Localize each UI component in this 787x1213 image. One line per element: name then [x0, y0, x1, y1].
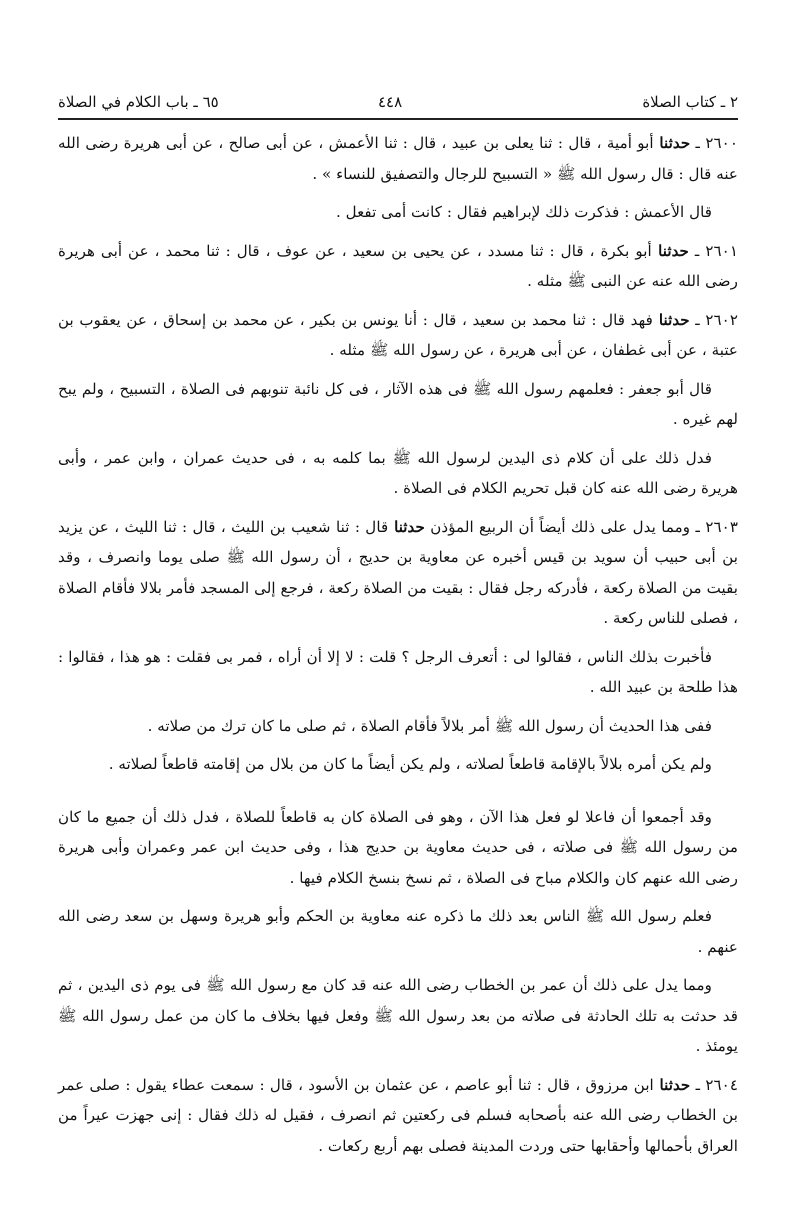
paragraph	[58, 374, 738, 435]
page-number: ٤٤٨	[378, 93, 403, 111]
paragraph-text: قال : ثنا شعيب بن الليث ، قال : ثنا الليث ، عن يزيد بن أبى حبيب أن سويد بن قيس أخبره عن معاوية بن حديج ، أن رسول الله ﷺ صلى يوما وانصرف ، وقد بقيت من الصلاة ركعة ، فأدركه رجل فقال : بقيت من الصلاة ركعة ، فرجع إلى المسجد فأمر بلالا فأقام الصلاة ، فصلى للناس ركعة .	[58, 517, 738, 627]
paragraph-prefix: ومما يدل على ذلك أيضاً أن الربيع المؤذن	[424, 517, 691, 536]
paragraph	[58, 711, 738, 742]
haddathana-word: حدثنا	[651, 241, 689, 260]
paragraph-text: فهد قال : ثنا محمد بن سعيد ، قال : أنا يونس بن بكير ، عن محمد بن إسحاق ، عن يعقوب بن عتبة ، عن أبى غطفان ، عن أبى هريرة ، عن رسول الله ﷺ مثله .	[58, 310, 738, 359]
hadith-number: ٢٦٠٠ ـ	[690, 134, 738, 152]
paragraph-text: فعلم رسول الله ﷺ الناس بعد ذلك ما ذكره عنه معاوية بن الحكم وأبو هريرة وسهل بن سعد رضى الله عنهم .	[58, 907, 738, 956]
haddathana-word: حدثنا	[388, 517, 425, 536]
paragraph-text: أبو أمية ، قال : ثنا يعلى بن عبيد ، قال : ثنا الأعمش ، عن أبى صالح ، عن أبى هريرة رضى الله عنه قال : قال رسول الله ﷺ « التسبيح للرجال والتصفيق للنساء » .	[58, 134, 738, 183]
hadith-number: ٢٦٠١ ـ	[688, 241, 738, 260]
paragraph	[58, 970, 738, 1062]
paragraph	[58, 443, 738, 504]
paragraph	[58, 128, 738, 189]
hadith-number: ٢٦٠٣ ـ	[690, 517, 738, 536]
hadith-number: ٢٦٠٢ ـ	[689, 310, 738, 329]
paragraph-text: وقد أجمعوا أن فاعلا لو فعل هذا الآن ، وهو فى الصلاة كان به قاطعاً للصلاة ، فدل ذلك أن جميع ما كان من رسول الله ﷺ فى صلاته ، فى حديث معاوية بن حديج هذا ، وفى حديث ابن عمر وعمران وأبى هريرة رضى الله عنهم كان والكلام مباح فى الصلاة ، ثم نسخ بنسخ الكلام فيها .	[58, 807, 738, 887]
haddathana-word: حدثنا	[653, 1075, 691, 1094]
paragraph-text: ابن مرزوق ، قال : ثنا أبو عاصم ، عن عثمان بن الأسود ، قال : سمعت عطاء يقول : صلى عمر بن الخطاب رضى الله عنه بأصحابه فسلم فى ركعتين ثم انصرف ، فقيل له ذلك فقال : إنى جهزت عيراً من العراق بأحمالها وأحقابها حتى وردت المدينة فصلى بهم أربع ركعات .	[58, 1075, 738, 1155]
paragraph	[58, 512, 738, 634]
paragraph	[58, 749, 738, 780]
paragraph-text: ومما يدل على ذلك أن عمر بن الخطاب رضى الله عنه قد كان مع رسول الله ﷺ فى يوم ذى اليدين ، ثم قد حدثت به تلك الحادثة فى صلاته من بعد رسول الله ﷺ وفعل فيها بخلاف ما كان من عمل رسول الله ﷺ يومئذ .	[58, 976, 738, 1055]
haddathana-word: حدثنا	[653, 134, 691, 152]
paragraph	[58, 1070, 738, 1162]
page-header	[58, 88, 738, 116]
paragraph-text: قال أبو جعفر : فعلمهم رسول الله ﷺ فى هذه الآثار ، فى كل نائبة تنوبهم فى الصلاة ، التسبيح ، ولم يبح لهم غيره .	[58, 379, 738, 428]
text-body	[58, 128, 738, 1155]
paragraph	[58, 236, 738, 297]
paragraph-text: قال الأعمش : فذكرت ذلك لإبراهيم فقال : كانت أمى تفعل .	[335, 203, 712, 221]
hadith-number: ٢٦٠٤ ـ	[690, 1075, 738, 1094]
paragraph	[58, 802, 738, 894]
haddathana-word: حدثنا	[652, 310, 690, 329]
paragraph	[58, 901, 738, 962]
paragraph	[58, 305, 738, 366]
chapter-title: ٦٥ ـ باب الكلام في الصلاة	[58, 93, 219, 111]
book-title: ٢ ـ كتاب الصلاة	[642, 93, 738, 111]
paragraph-text: فأخبرت بذلك الناس ، فقالوا لى : أتعرف الرجل ؟ قلت : لا إلا أن أراه ، فمر بى فقلت : هو هذا ، فقالوا : هذا طلحة بن عبيد الله .	[58, 647, 738, 696]
paragraph-text: ففى هذا الحديث أن رسول الله ﷺ أمر بلالاً فأقام الصلاة ، ثم صلى ما كان ترك من صلاته .	[147, 716, 712, 735]
paragraph	[58, 197, 738, 228]
paragraph-text: فدل ذلك على أن كلام ذى اليدين لرسول الله ﷺ بما كلمه به ، فى حديث عمران ، وابن عمر ، وأبى هريرة رضى الله عنه كان قبل تحريم الكلام فى الصلاة .	[58, 448, 738, 497]
header-rule	[58, 118, 738, 120]
paragraph-text: ولم يكن أمره بلالاً بالإقامة قاطعاً لصلاته ، ولم يكن أيضاً ما كان من بلال من إقامته قاطعاً لصلاته .	[108, 755, 712, 773]
paragraph-text: أبو بكرة ، قال : ثنا مسدد ، عن يحيى بن سعيد ، عن عوف ، قال : ثنا محمد ، عن أبى هريرة رضى الله عنه عن النبى ﷺ مثله .	[58, 241, 738, 290]
paragraph	[58, 642, 738, 703]
